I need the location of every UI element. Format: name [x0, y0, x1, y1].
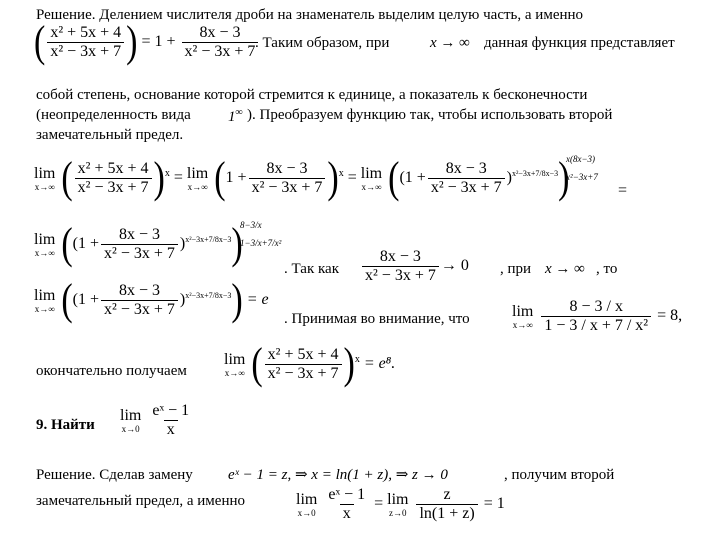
text-resh2: Решение. Сделав замену	[36, 467, 193, 483]
text-okonchatelno: окончательно получаем	[36, 363, 187, 379]
text-line-2-mid: . Таким образом, при	[255, 35, 390, 51]
formula-fraction-to-zero: $\frac{8x - 3}{\text{x² − 3x + 7}}$ → 0	[360, 248, 469, 285]
text-line-4a: (неопределенность вида	[36, 107, 191, 123]
text-line-4b: ). Преобразуем функцию так, чтобы использовать второй	[247, 107, 613, 123]
text-prinimaya: . Принимая во внимание, что	[284, 311, 470, 327]
outer-exponent-2: 8−3/x 1−3/x+7/x²	[240, 220, 282, 248]
formula-limit-transform-2: lim x→∞ ((1 + $\frac{8x - 3}{\text{x² − 3x + 7}}$ )$^{x^2-3x+7/8x-3}$)	[34, 219, 243, 268]
text-line-1: Решение. Делением числителя дроби на знаменатель выделим целую часть, а именно	[36, 7, 584, 23]
x-to-infinity-1: x → ∞	[430, 35, 470, 51]
outer-exponent-1: x(8x−3) x²−3x+7	[566, 154, 598, 182]
text-line-2-tail: данная функция представляет	[484, 35, 675, 51]
formula-problem-9: lim x→0 $\frac{\text{eˣ − 1}}{x}$	[120, 402, 190, 438]
text-pri: , при	[500, 261, 532, 277]
indeterminate-form: 1∞	[228, 107, 243, 125]
text-line-3: собой степень, основание которой стремится к единице, а показатель к бесконечности	[36, 87, 588, 103]
formula-second-limit: lim x→0 $\frac{\text{eˣ − 1}}{x}$ = lim z→0 $\frac{z}{\ln(1 + z)}$ = 1	[296, 486, 505, 522]
problem-9-heading: 9. Найти	[36, 417, 95, 433]
text-to: , то	[596, 261, 618, 277]
formula-substitution: eˣ − 1 = z, ⇒ x = ln(1 + z), ⇒ z → 0	[228, 467, 448, 483]
equals-sign-end: =	[618, 182, 628, 199]
formula-limit-transform-3: lim x→∞ ((1 + $\frac{8x - 3}{\text{x² − 3x + 7}}$ )$^{x^2-3x+7/8x-3}$) = e	[34, 275, 269, 324]
formula-limit-transform-1: lim x→∞ ( $\frac{\text{x² + 5x + 4}}{\text{x² − 3x + 7}}$ )$^x$ = lim x→∞ (1 + $\frac{8x - 3}{\text{x² − 3x + 7}}$ )$^x$ = lim x→∞ ((1 + $\frac{8x - 3}{\text{x² − 3x + 7}}$ )$^{x^2-3x+7/8x-3}$)	[34, 153, 570, 202]
text-poluchim: , получим второй	[504, 467, 615, 483]
formula-limit-eq-8: lim x→∞ $\frac{8 - 3 / x}{\text{1 − 3 / x + 7 / x²}}$ = 8,	[512, 298, 683, 334]
text-zamech2: замечательный предел, а именно	[36, 493, 245, 509]
text-tak-kak: . Так как	[284, 261, 339, 277]
formula-final-result: lim x→∞ ( $\frac{\text{x² + 5x + 4}}{\text{x² − 3x + 7}}$ )$^x$ = e⁸.	[224, 339, 396, 388]
text-line-5: замечательный предел.	[36, 127, 184, 143]
formula-division: ( $\frac{\text{x² + 5x + 4}}{\text{x² − 3x + 7}}$ ) = 1 + $\frac{8x - 3}{\text{x² − 3x + 7}}$	[34, 24, 260, 61]
x-to-infinity-2: x → ∞	[545, 261, 585, 277]
